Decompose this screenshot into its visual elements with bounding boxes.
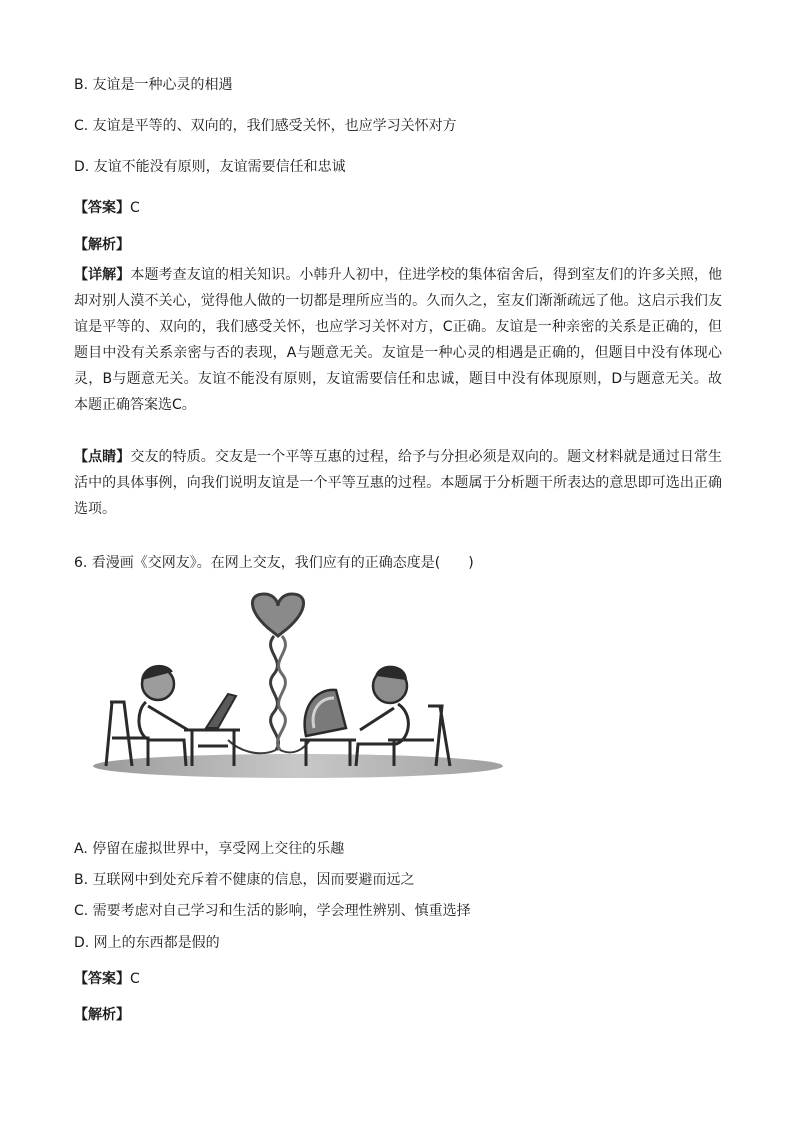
detail-text: 本题考查友谊的相关知识。小韩升人初中，住进学校的集体宿舍后，得到室友们的许多关照，他却对别人漠不关心，觉得他人做的一切都是理所应当的。久而久之，室友们渐渐疏远了他。这启示我们友谊是平等的、双向的，我们感受关怀，也应学习关怀对方，C正确。友谊是一种亲密的关系是正确的，但题目中没有关系亲密与否的表现，A与题意无关。友谊是一种心灵的相遇是正确的，但题目中没有体现心灵，B与题意无关。友谊不能没有原则，友谊需要信任和忠诚，题目中没有体现原则，D与题意无关。故本题正确答案选C。 [74, 267, 723, 413]
q5-analysis-tag: 【解析】 [74, 237, 130, 253]
q5-option-c: C. 友谊是平等的、双向的，我们感受关怀，也应学习关怀对方 [74, 118, 457, 134]
q6-answer [74, 968, 140, 988]
q5-comment-paragraph [74, 444, 722, 522]
q6-option-c: C. 需要考虑对自己学习和生活的影响，学会理性辨别、慎重选择 [74, 903, 471, 919]
q6-option-b: B. 互联网中到处充斥着不健康的信息，因而要避而远之 [74, 872, 415, 888]
cartoon-online-friends-image [88, 590, 514, 790]
q6-analysis-tag: 【解析】 [74, 1007, 130, 1023]
comment-tag: 【点睛】 [74, 449, 131, 465]
detail-tag: 【详解】 [74, 267, 131, 283]
q5-detail-paragraph [74, 262, 722, 418]
q5-answer [74, 197, 140, 217]
answer-value: C [130, 200, 140, 216]
q6-stem: 6. 看漫画《交网友》。在网上交友，我们应有的正确态度是( ) [74, 555, 474, 571]
comment-text: 交友的特质。交友是一个平等互惠的过程，给予与分担必须是双向的。题文材料就是通过日常生活中的具体事例，向我们说明友谊是一个平等互惠的过程。本题属于分析题干所表达的意思即可选出正确选项。 [74, 449, 723, 517]
q5-option-d: D. 友谊不能没有原则，友谊需要信任和忠诚 [74, 159, 346, 175]
answer-tag: 【答案】 [74, 200, 130, 216]
q6-option-a: A. 停留在虚拟世界中，享受网上交往的乐趣 [74, 841, 345, 857]
answer-tag: 【答案】 [74, 971, 130, 987]
q5-option-b: B. 友谊是一种心灵的相遇 [74, 77, 233, 93]
q6-option-d: D. 网上的东西都是假的 [74, 935, 220, 951]
answer-value: C [130, 971, 140, 987]
